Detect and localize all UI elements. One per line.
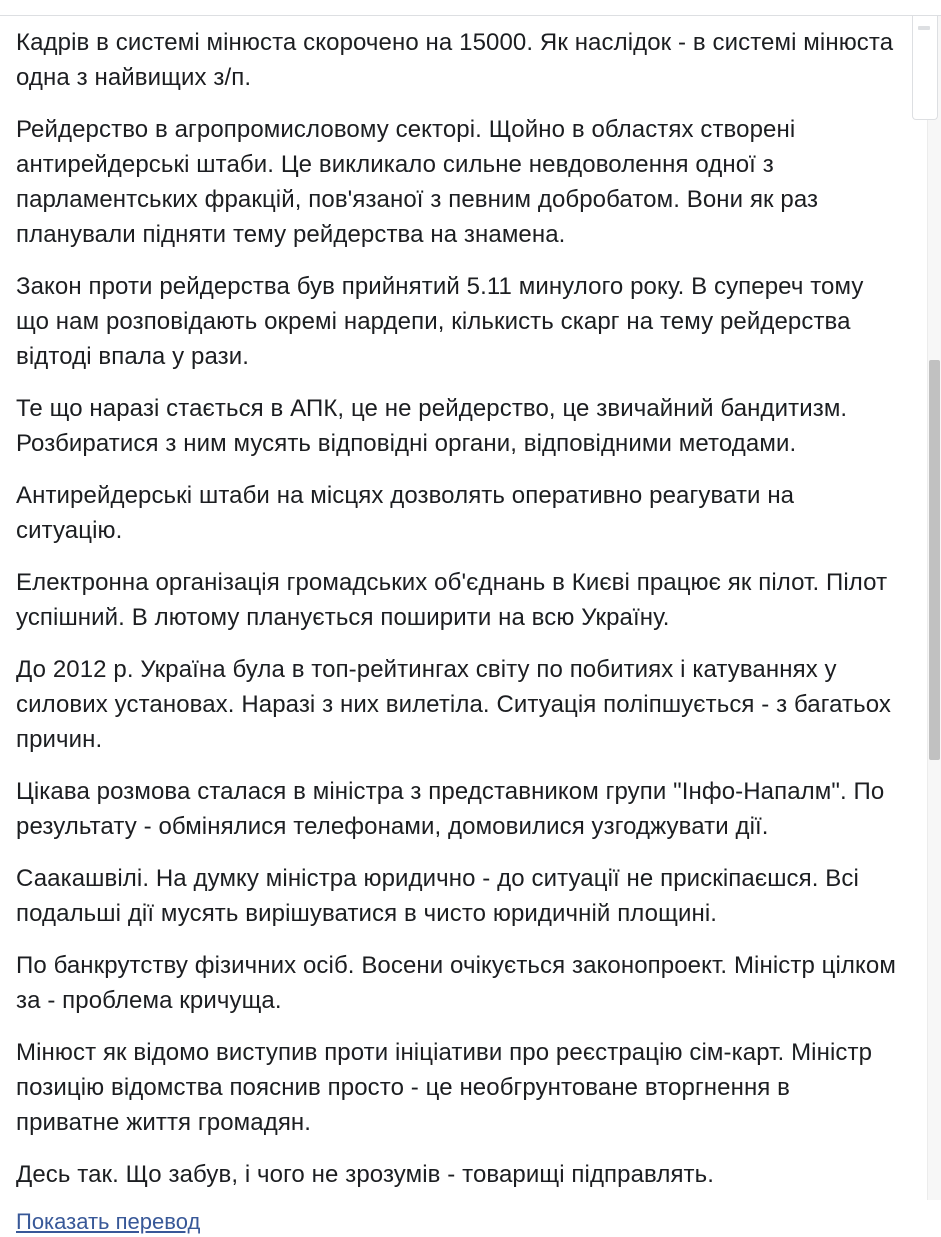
side-panel-tab[interactable] (912, 16, 938, 120)
top-divider (0, 0, 941, 16)
post-paragraph: Рейдерство в агропромисловому секторі. Щойно в областях створені антирейдерські штаби. Це викликало сильне невдоволення одної з парламентських фракцій, пов'язаної з певним добробатом. Вони як раз планували підняти тему рейдерства на знамена. (16, 116, 819, 248)
post-paragraph: Кадрів в системі мінюста скорочено на 15000. Як наслідок - в системі мінюста одна з найвищих з/п. (16, 29, 894, 91)
post-paragraph: Саакашвілі. На думку міністра юридично - до ситуації не прискіпаєшся. Всі подальші дії мусять вирішуватися в чисто юридичній площині. (16, 865, 859, 927)
post-paragraph: По банкрутству фізичних осіб. Восени очікується законопроект. Міністр цілком за - проблема кричуща. (16, 952, 896, 1014)
post-paragraph: Електронна організація громадських об'єднань в Києві працює як пілот. Пілот успішний. В лютому планується поширити на всю Україну. (16, 569, 888, 631)
see-translation-link[interactable]: Показать перевод (16, 1209, 201, 1234)
post-paragraph: Мінюст як відомо виступив проти ініціативи про реєстрацію сім-карт. Міністр позицію відомства пояснив просто - це необгрунтоване вторгнення в приватне життя громадян. (16, 1039, 873, 1136)
scrollbar-thumb[interactable] (929, 360, 940, 760)
post-body (16, 25, 896, 1237)
post-paragraph: Антирейдерські штаби на місцях дозволять оперативно реагувати на ситуацію. (16, 482, 795, 544)
post-paragraph: Цікава розмова сталася в міністра з представником групи "Інфо-Напалм". По результату - обмінялися телефонами, домовилися узгоджувати дії. (16, 778, 885, 840)
post-paragraph: Десь так. Що забув, і чого не зрозумів - товарищі підправлять. (16, 1161, 715, 1188)
panel-icon (918, 26, 930, 30)
post-paragraph: Закон проти рейдерства був прийнятий 5.11 минулого року. В супереч тому що нам розповідають окремі нардепи, кількисть скарг на тему рейдерства відтоді впала у рази. (16, 273, 864, 370)
post-paragraph: Те що наразі стається в АПК, це не рейдерство, це звичайний бандитизм. Розбиратися з ним мусять відповідні органи, відповідними методами. (16, 395, 848, 457)
post-paragraph: До 2012 р. Україна була в топ-рейтингах світу по побитиях і катуваннях у силових установах. Наразі з них вилетіла. Ситуація поліпшується - з багатьох причин. (16, 656, 891, 753)
